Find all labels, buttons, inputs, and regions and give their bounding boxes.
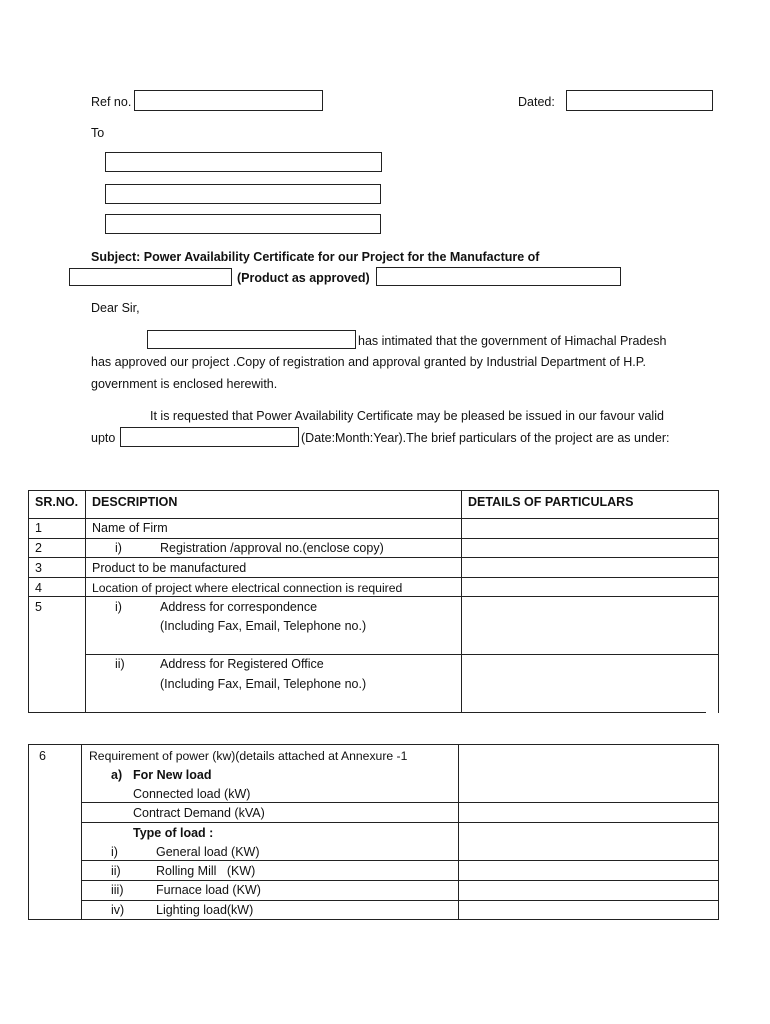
row-2-details-field[interactable] <box>462 539 718 557</box>
row-4-desc: Location of project where electrical connection is required <box>92 581 403 595</box>
product-label: (Product as approved) <box>237 271 370 285</box>
addressee-field-3[interactable] <box>105 214 381 234</box>
row-3-desc: Product to be manufactured <box>92 561 247 575</box>
addressee-field-1[interactable] <box>105 152 382 172</box>
contract-demand-label: Contract Demand (kVA) <box>133 806 265 820</box>
particulars-text: (Date:Month:Year).The brief particulars of the project are as under: <box>301 431 670 445</box>
row-2-no: 2 <box>35 541 42 555</box>
header-details: DETAILS OF PARTICULARS <box>468 495 634 509</box>
lighting-load-label: Lighting load(kW) <box>156 903 254 917</box>
header-description: DESCRIPTION <box>92 495 178 509</box>
validity-date-field[interactable] <box>120 427 299 447</box>
furnace-load-label: Furnace load (KW) <box>156 883 261 897</box>
rolling-mill-label: Rolling Mill (KW) <box>156 864 256 878</box>
row-6-no: 6 <box>39 749 46 763</box>
rolling-mill-field[interactable] <box>459 861 718 880</box>
company-name-field[interactable] <box>147 330 356 349</box>
row-1-no: 1 <box>35 521 42 535</box>
row-5-no: 5 <box>35 600 42 614</box>
row-3-no: 3 <box>35 561 42 575</box>
row-4-details-field[interactable] <box>462 578 718 596</box>
load-1-roman: i) <box>111 845 118 859</box>
row-3-details-field[interactable] <box>462 558 718 577</box>
type-of-load-label: Type of load : <box>133 826 214 840</box>
to-label: To <box>91 126 105 140</box>
load-4-roman: iv) <box>111 903 125 917</box>
approval-text: has approved our project .Copy of registration and approval granted by Industrial Department of H.P. <box>91 355 646 369</box>
connected-load-label: Connected load (kW) <box>133 787 251 801</box>
row-1-desc: Name of Firm <box>92 521 168 535</box>
addressee-field-2[interactable] <box>105 184 381 204</box>
lighting-load-field[interactable] <box>459 901 718 919</box>
row-4-no: 4 <box>35 581 42 595</box>
row-2-desc: Registration /approval no.(enclose copy) <box>160 541 384 555</box>
product-field[interactable] <box>376 267 621 286</box>
enclosed-text: government is enclosed herewith. <box>91 377 278 391</box>
new-load-label: For New load <box>133 768 212 782</box>
request-text: It is requested that Power Availability Certificate may be pleased be issued in our favour valid <box>150 409 664 423</box>
ref-no-field[interactable] <box>134 90 323 111</box>
row-1-details-field[interactable] <box>462 519 718 538</box>
header-sr-no: SR.NO. <box>35 495 79 509</box>
ref-no-label: Ref no. <box>91 95 132 109</box>
contract-demand-field[interactable] <box>459 803 718 822</box>
row-2-roman: i) <box>115 541 122 555</box>
row-5-b-details-field[interactable] <box>462 655 718 712</box>
row-5-b-label: Address for Registered Office <box>160 657 324 671</box>
intimation-text: has intimated that the government of Himachal Pradesh <box>358 334 667 348</box>
row-6-title: Requirement of power (kw)(details attached at Annexure -1 <box>89 749 408 763</box>
row-5-a-details-field[interactable] <box>462 597 718 654</box>
row-5-a-roman: i) <box>115 600 122 614</box>
manufacture-field[interactable] <box>69 268 232 286</box>
load-3-roman: iii) <box>111 883 124 897</box>
connected-load-field[interactable] <box>459 745 718 802</box>
row-5-a-label: Address for correspondence <box>160 600 318 614</box>
row-5-b-roman: ii) <box>115 657 125 671</box>
row-5-b-note: (Including Fax, Email, Telephone no.) <box>160 677 367 691</box>
general-load-field[interactable] <box>459 823 718 860</box>
row-5-a-note: (Including Fax, Email, Telephone no.) <box>160 619 367 633</box>
general-load-label: General load (KW) <box>156 845 260 859</box>
upto-label: upto <box>91 431 116 445</box>
load-2-roman: ii) <box>111 864 121 878</box>
furnace-load-field[interactable] <box>459 881 718 900</box>
dated-label: Dated: <box>518 95 555 109</box>
subject-line: Subject: Power Availability Certificate for our Project for the Manufacture of <box>91 250 540 264</box>
dated-field[interactable] <box>566 90 713 111</box>
salutation: Dear Sir, <box>91 301 140 315</box>
new-load-marker: a) <box>111 768 123 782</box>
